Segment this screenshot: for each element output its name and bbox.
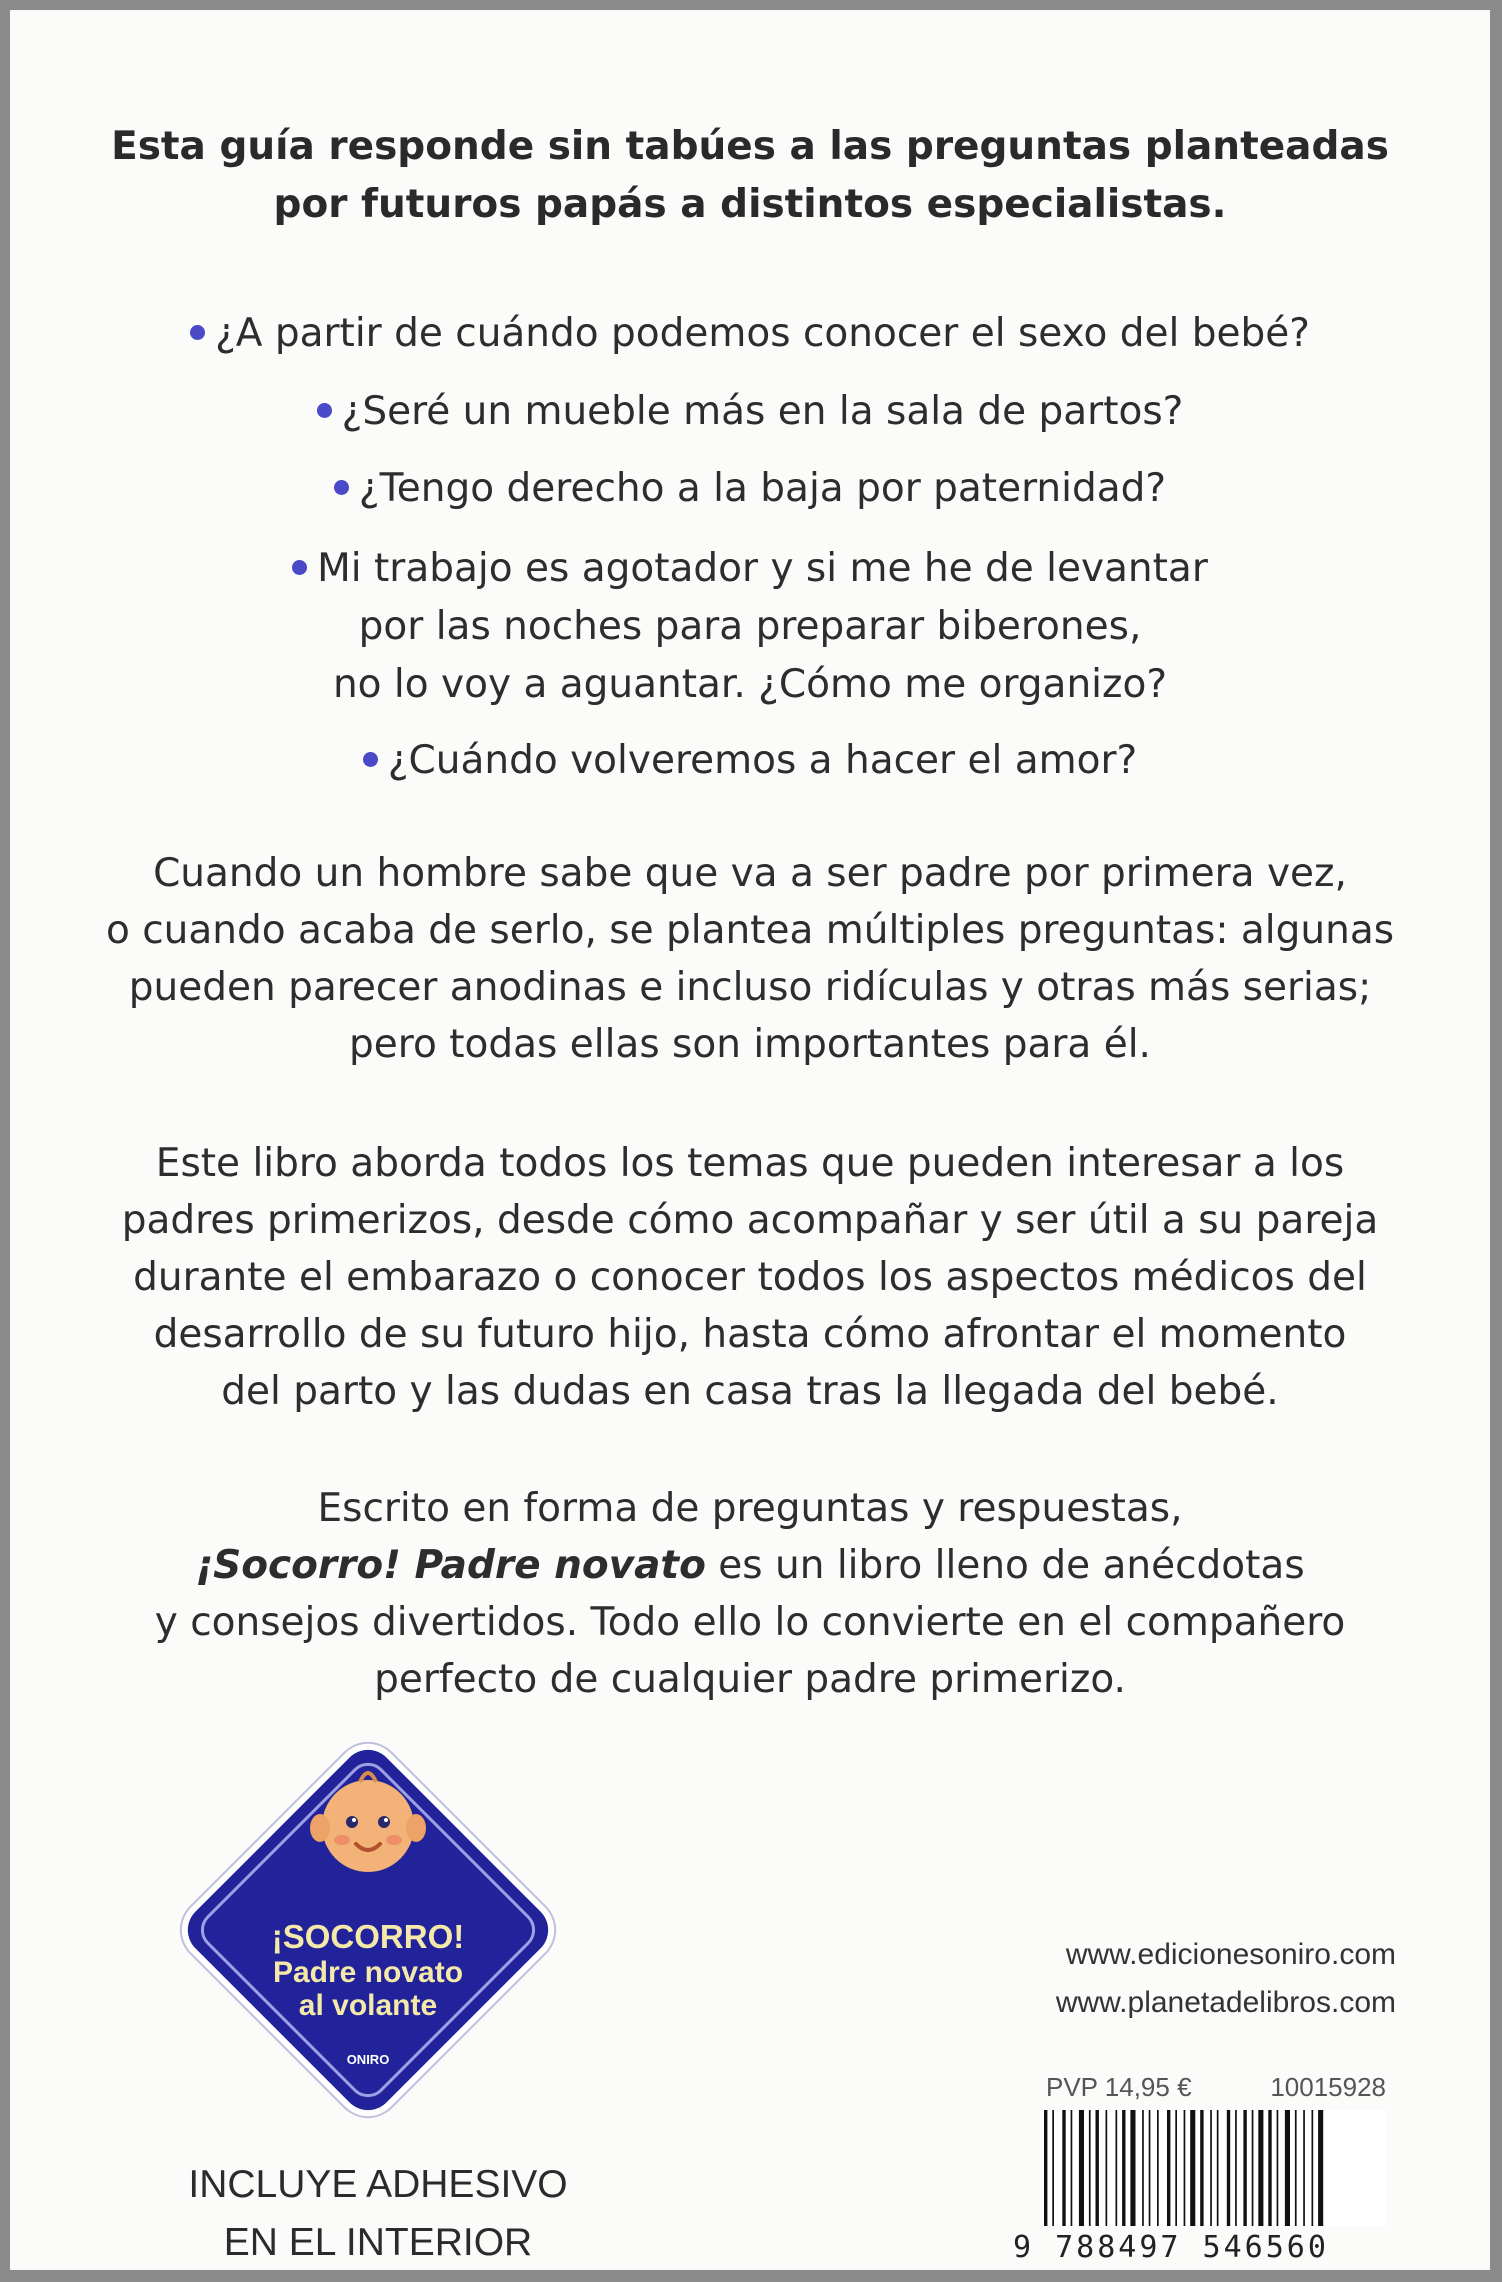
intro-line-2: por futuros papás a distintos especialistas. <box>273 182 1227 227</box>
paragraph-3 <box>10 1480 1490 1708</box>
paragraph-2-line: padres primerizos, desde cómo acompañar y ser útil a su pareja <box>121 1198 1379 1243</box>
website-link-1: www.edicionesoniro.com <box>1065 1938 1396 1971</box>
question-4-line-2: por las noches para preparar biberones, <box>358 604 1142 649</box>
barcode-bar <box>1142 2110 1144 2226</box>
product-code: 10015928 <box>1270 2072 1386 2102</box>
sticker-text <box>178 1918 558 2022</box>
barcode-bar <box>1200 2110 1203 2226</box>
bullet-icon <box>363 752 378 767</box>
paragraph-1 <box>10 845 1490 1073</box>
barcode-bar <box>1210 2110 1212 2226</box>
paragraph-2-line: del parto y las dudas en casa tras la llegada del bebé. <box>221 1369 1279 1414</box>
barcode-bar <box>1235 2110 1237 2226</box>
sticker-brand: ONIRO <box>346 2052 390 2067</box>
barcode-bar <box>1052 2110 1054 2226</box>
intro-text <box>10 118 1490 234</box>
barcode-number: 9 788497 546560 <box>1013 2230 1329 2265</box>
barcode-bar <box>1130 2110 1135 2226</box>
question-1 <box>10 305 1490 363</box>
barcode-bar <box>1243 2110 1246 2226</box>
barcode-bar <box>1295 2110 1297 2226</box>
sticker-caption <box>10 2156 746 2272</box>
paragraph-2 <box>10 1135 1490 1420</box>
sticker-caption-line-1: INCLUYE ADHESIVO <box>188 2163 568 2206</box>
intro-line-1: Esta guía responde sin tabúes a las preguntas planteadas <box>111 124 1389 169</box>
barcode-bar <box>1285 2110 1290 2226</box>
question-1-text: ¿A partir de cuándo podemos conocer el sexo del bebé? <box>215 311 1310 356</box>
sticker-line-1: ¡SOCORRO! <box>271 1918 465 1955</box>
barcode-bar <box>1252 2110 1254 2226</box>
barcode-bar <box>1217 2110 1219 2226</box>
paragraph-2-line: Este libro aborda todos los temas que pueden interesar a los <box>155 1141 1345 1186</box>
question-3-text: ¿Tengo derecho a la baja por paternidad? <box>358 466 1167 511</box>
paragraph-1-line: o cuando acaba de serlo, se plantea múltiples preguntas: algunas <box>105 908 1395 953</box>
barcode-bar <box>1175 2110 1177 2226</box>
paragraph-2-line: durante el embarazo o conocer todos los aspectos médicos del <box>133 1255 1367 1300</box>
barcode-bar <box>1318 2110 1323 2226</box>
sticker-caption-line-2: EN EL INTERIOR <box>223 2221 533 2264</box>
barcode-bar <box>1303 2110 1305 2226</box>
paragraph-3-line-1: Escrito en forma de preguntas y respuestas, <box>317 1486 1183 1531</box>
question-2-text: ¿Seré un mueble más en la sala de partos? <box>341 389 1184 434</box>
question-5-text: ¿Cuándo volveremos a hacer el amor? <box>387 738 1138 783</box>
paragraph-3-line-3: y consejos divertidos. Todo ello lo convierte en el compañero <box>154 1600 1346 1645</box>
barcode-bar <box>1184 2110 1186 2226</box>
question-4-line-1: Mi trabajo es agotador y si me he de levantar <box>317 546 1208 591</box>
back-cover <box>10 10 1490 2270</box>
question-2 <box>10 383 1490 441</box>
barcode-bar <box>1227 2110 1230 2226</box>
bullet-icon <box>292 560 307 575</box>
baby-icon <box>298 1748 438 1888</box>
barcode-bar <box>1106 2110 1108 2226</box>
barcode-bar <box>1149 2110 1151 2226</box>
barcode-bar <box>1312 2110 1314 2226</box>
bullet-icon <box>334 480 349 495</box>
barcode-bar <box>1268 2110 1271 2226</box>
barcode-bar <box>1277 2110 1279 2226</box>
barcode-bar <box>1116 2110 1118 2226</box>
question-4-line-3: no lo voy a aguantar. ¿Cómo me organizo? <box>332 662 1168 707</box>
paragraph-1-line: pero todas ellas son importantes para él. <box>349 1022 1151 1067</box>
barcode-bar <box>1122 2110 1125 2226</box>
book-title: ¡Socorro! Padre novato <box>195 1543 706 1588</box>
barcode <box>1040 2110 1386 2226</box>
barcode-bar <box>1258 2110 1263 2226</box>
paragraph-2-line: desarrollo de su futuro hijo, hasta cómo afrontar el momento <box>153 1312 1347 1357</box>
paragraph-1-line: pueden parecer anodinas e incluso ridículas y otras más serias; <box>128 965 1372 1010</box>
paragraph-3-line-4: perfecto de cualquier padre primerizo. <box>374 1657 1126 1702</box>
sticker <box>178 1740 558 2120</box>
paragraph-1-line: Cuando un hombre sabe que va a ser padre por primera vez, <box>153 851 1347 896</box>
bullet-icon <box>317 403 332 418</box>
barcode-bar <box>1071 2110 1073 2226</box>
paragraph-3-line-2 <box>10 1537 1490 1594</box>
price-line <box>1046 2072 1386 2103</box>
barcode-bar <box>1096 2110 1099 2226</box>
question-5 <box>10 732 1490 790</box>
website-link-2: www.planetadelibros.com <box>1055 1986 1396 2019</box>
paragraph-3-line-2-rest: es un libro lleno de anécdotas <box>705 1543 1305 1588</box>
barcode-bar <box>1157 2110 1159 2226</box>
price-label: PVP 14,95 € <box>1046 2072 1192 2102</box>
barcode-bar <box>1062 2110 1065 2226</box>
bullet-icon <box>190 325 205 340</box>
barcode-bar <box>1044 2110 1047 2226</box>
barcode-bar <box>1190 2110 1195 2226</box>
barcode-bar <box>1167 2110 1170 2226</box>
barcode-bar <box>1089 2110 1091 2226</box>
barcode-bar <box>1079 2110 1084 2226</box>
sticker-line-2: Padre novato <box>272 1956 464 1989</box>
question-4 <box>10 540 1490 714</box>
question-3 <box>10 460 1490 518</box>
sticker-line-3: al volante <box>298 1989 438 2022</box>
